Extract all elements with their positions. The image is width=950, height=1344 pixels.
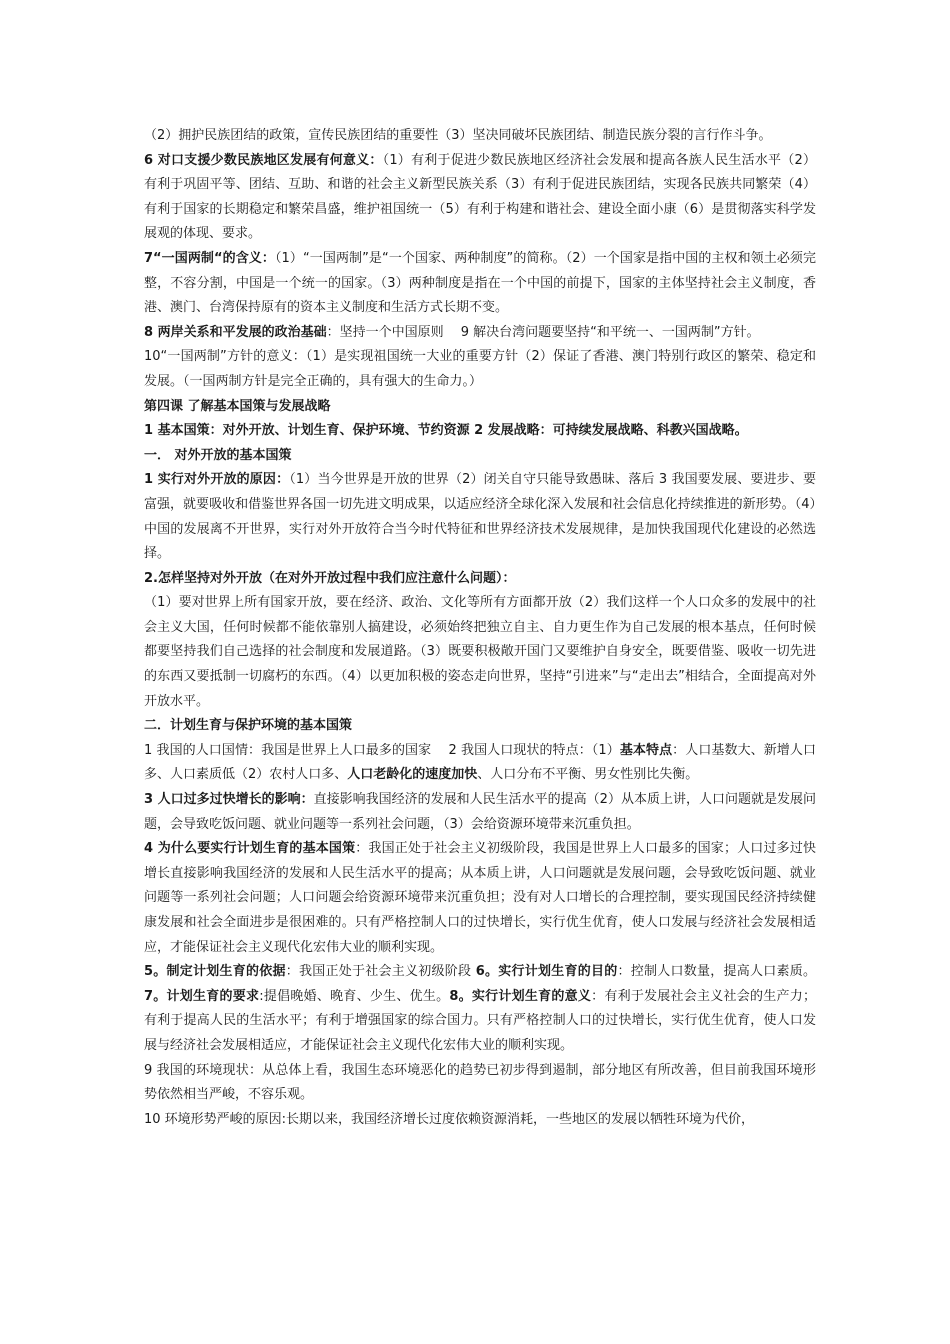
paragraph — [144, 714, 816, 739]
text-run: ：我国正处于社会主义初级阶段 — [285, 964, 476, 980]
bold-text-run: 6 对口支援少数民族地区发展有何意义： — [144, 152, 383, 168]
bold-text-run: 1 实行对外开放的原因： — [144, 472, 290, 488]
paragraph — [144, 321, 816, 346]
paragraph — [144, 739, 816, 788]
paragraph — [144, 468, 816, 566]
bold-text-run: 7。计划生育的要求 — [144, 988, 260, 1004]
paragraph — [144, 960, 816, 1058]
text-run: ：有利于发展社会主义社会的生产力；有利于提高人民的生活水平；有利于增强国家的综合国力。只有严格控制人口的过快增长，实行优生优育，使人口发展与经济社会发展相适应，才能保证社会主义现代化宏伟大业的顺利实现。 — [144, 988, 817, 1053]
bold-text-run: 7“一国两制“的含义： — [144, 250, 275, 266]
bold-text-run: 5。制定计划生育的依据 — [144, 964, 286, 980]
bold-text-run: 第四课 了解基本国策与发展战略 — [144, 398, 331, 414]
text-run: （1）当今世界是开放的世界（2）闭关自守只能导致愚昧、落后 3 我国要发展、要进步、要富强，就要吸收和借鉴世界各国一切先进文明成果，以适应经济全球化深入发展和社会信息化持续推进的新形势。（4）中国的发展离不开世界，实行对外开放符合当今时代特征和世界经济技术发展规律，是加快我国现代化建设的必然选择。 — [144, 472, 816, 562]
text-run: ：坚持一个中国原则 9 解决台湾问题要坚持“和平统一、一国两制”方针。 — [326, 324, 760, 340]
text-run: 直接影响我国经济的发展和人民生活水平的提高（2）从本质上讲，人口问题就是发展问题，会导致吃饭问题、就业问题等一系列社会问题，（3）会给资源环境带来沉重负担。 — [144, 792, 816, 832]
paragraph — [144, 124, 816, 149]
text-run: 10 环境形势严峻的原因:长期以来，我国经济增长过度依赖资源消耗，一些地区的发展以牺牲环境为代价， — [144, 1111, 755, 1127]
text-run: 10“一国两制”方针的意义：（1）是实现祖国统一大业的重要方针（2）保证了香港、澳门特别行政区的繁荣、稳定和发展。（一国两制方针是完全正确的，具有强大的生命力。） — [144, 349, 816, 389]
bold-text-run: 二．计划生育与保护环境的基本国策 — [144, 718, 353, 734]
paragraph — [144, 247, 816, 321]
text-run: ：我国正处于社会主义初级阶段，我国是世界上人口最多的国家；人口过多过快增长直接影响我国经济的发展和人民生活水平的提高；从本质上讲，人口问题就是发展问题，会导致吃饭问题、就业问题等一系列社会问题；人口问题会给资源环境带来沉重负担；没有对人口增长的合理控制，要实现国民经济持续健康发展和社会全面进步是很困难的。只有严格控制人口的过快增长，实行优生优育，使人口发展与经济社会发展相适应，才能保证社会主义现代化宏伟大业的顺利实现。 — [144, 841, 816, 955]
bold-text-run: 4 为什么要实行计划生育的基本国策 — [144, 841, 356, 857]
text-run: ：控制人口数量，提高人口素质。 — [617, 964, 816, 980]
bold-text-run: 3 人口过多过快增长的影响： — [144, 792, 314, 808]
paragraph — [144, 444, 816, 469]
text-run: 9 我国的环境现状：从总体上看，我国生态环境恶化的趋势已初步得到遏制，部分地区有所改善，但目前我国环境形势依然相当严峻，不容乐观。 — [144, 1062, 816, 1103]
paragraph — [144, 419, 816, 444]
paragraph — [144, 591, 816, 714]
bold-text-run: 基本特点 — [619, 742, 673, 758]
paragraph — [144, 149, 816, 247]
text-run: 1 我国的人口国情：我国是世界上人口最多的国家 2 我国人口现状的特点：（1） — [144, 742, 620, 758]
text-run: :提倡晚婚、晚育、少生、优生。 — [259, 988, 450, 1004]
paragraph — [144, 837, 816, 960]
bold-text-run: 1 基本国策：对外开放、计划生育、保护环境、节约资源 2 发展战略：可持续发展战略、科教兴国战略。 — [144, 423, 748, 439]
bold-text-run: 6。实行计划生育的目的 — [475, 964, 618, 980]
bold-text-run: 2.怎样坚持对外开放（在对外开放过程中我们应注意什么问题）： — [144, 570, 516, 586]
bold-text-run: 人口老龄化的速度加快 — [347, 767, 478, 783]
text-run: （2）拥护民族团结的政策，宣传民族团结的重要性（3）坚决同破坏民族团结、制造民族分裂的言行作斗争。 — [144, 128, 772, 143]
text-run: （1）有利于促进少数民族地区经济社会发展和提高各族人民生活水平（2）有利于巩固平等、团结、互助、和谐的社会主义新型民族关系（3）有利于促进民族团结，实现各民族共同繁荣（4）有利于国家的长期稳定和繁荣昌盛，维护祖国统一（5）有利于构建和谐社会、建设全面小康（6）是贯彻落实科学发展观的体现、要求。 — [144, 152, 816, 242]
bold-text-run: 一． 对外开放的基本国策 — [144, 447, 292, 463]
bold-text-run: 8 两岸关系和平发展的政治基础 — [144, 324, 327, 340]
paragraph — [144, 1059, 816, 1108]
text-run: 、人口分布不平衡、男女性别比失衡。 — [477, 767, 699, 783]
paragraph — [144, 788, 816, 837]
document-body — [144, 124, 816, 1132]
paragraph — [144, 567, 816, 592]
paragraph — [144, 1108, 816, 1133]
text-run: （1）要对世界上所有国家开放，要在经济、政治、文化等所有方面都开放（2）我们这样一个人口众多的发展中的社会主义大国，任何时候都不能依靠别人搞建设，必须始终把独立自主、自力更生作为自己发展的根本基点，任何时候都要坚持我们自己选择的社会制度和发展道路。（3）既要积极敞开国门又要维护自身安全，既要借鉴、吸收一切先进的东西又要抵制一切腐朽的东西。（4）以更加积极的姿态走向世界，坚持“引进来”与“走出去”相结合，全面提高对外开放水平。 — [144, 595, 816, 709]
text-run: ：人口基数大、新增人口多、人口素质低（2）农村人口多、 — [144, 742, 816, 783]
bold-text-run: 8。实行计划生育的意义 — [449, 988, 592, 1004]
paragraph — [144, 345, 816, 394]
paragraph — [144, 395, 816, 420]
text-run: （1）“一国两制”是“一个国家、两种制度”的简称。（2）一个国家是指中国的主权和领土必须完整，不容分割，中国是一个统一的国家。（3）两种制度是指在一个中国的前提下，国家的主体坚持社会主义制度，香港、澳门、台湾保持原有的资本主义制度和生活方式长期不变。 — [144, 250, 817, 316]
